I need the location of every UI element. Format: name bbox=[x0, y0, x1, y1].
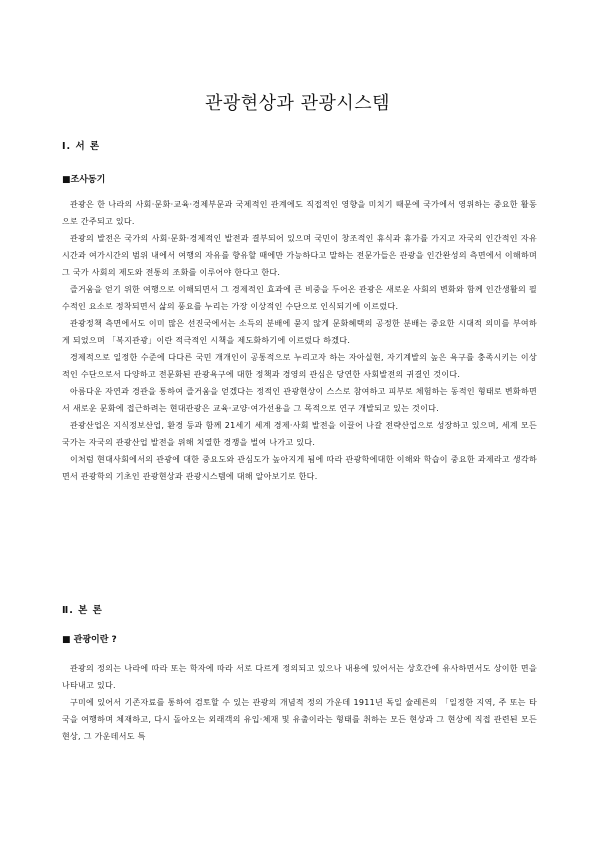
paragraph: 관광산업은 지식정보산업, 환경 등과 함께 21세기 세계 경제·사회 발전을 이끌어 나갈 전략산업으로 성장하고 있으며, 세계 모든 국가는 자국의 관광산업 발전을 위해 치열한 경쟁을 벌여 나가고 있다. bbox=[62, 421, 537, 447]
subheading-motivation: ■조사동기 bbox=[62, 175, 106, 185]
main-body bbox=[62, 660, 537, 745]
paragraph: 관광의 정의는 나라에 따라 또는 학자에 따라 서로 다르게 정의되고 있으나 내용에 있어서는 상호간에 유사하면서도 상이한 면을 나타내고 있다. bbox=[62, 664, 537, 690]
section-heading-main: Ⅱ. 본 론 bbox=[62, 605, 103, 616]
paragraph: 즐거움을 얻기 위한 여행으로 이해되면서 그 경제적인 효과에 큰 비중을 두어온 관광은 새로운 사회의 변화와 함께 인간생활의 필수적인 요소로 정착되면서 삶의 풍요를 누리는 가장 이상적인 수단으로 인식되기에 이르렀다. bbox=[62, 285, 537, 311]
subheading-what-is-tourism: ■ 관광이란 ? bbox=[62, 635, 117, 645]
section-heading-introduction: Ⅰ. 서 론 bbox=[62, 141, 101, 152]
paragraph: 이처럼 현대사회에서의 관광에 대한 중요도와 관심도가 높아지게 됨에 따라 관광학에대한 이해와 학습이 중요한 과제라고 생각하면서 관광학의 기초인 관광현상과 관광시스템에 대해 알아보기로 한다. bbox=[62, 455, 537, 481]
document-title: 관광현상과 관광시스템 bbox=[204, 93, 391, 114]
paragraph: 관광은 한 나라의 사회·문화·교육·경제부문과 국제적인 관계에도 직접적인 영향을 미치기 때문에 국가에서 영위하는 중요한 활동으로 간주되고 있다. bbox=[62, 200, 537, 226]
paragraph: 구미에 있어서 기존자료를 통하여 검토할 수 있는 관광의 개념적 정의 가운데 1911년 독일 슐레른의 「일정한 지역, 주 또는 타국을 여행하며 체재하고, 다시 돌아오는 외래객의 유입·체재 및 유출이라는 형태를 취하는 모든 현상과 그 현상에 직접 관련된 모든 현상, 그 가운데서도 특 bbox=[62, 698, 537, 741]
introduction-body bbox=[62, 196, 537, 485]
paragraph: 관광정책 측면에서도 이미 많은 선진국에서는 소득의 분배에 묻지 않게 문화혜택의 공정한 분배는 중요한 시대적 의미를 부여하게 되었으며 「복지관광」이란 적극적인 시책을 제도화하기에 이르렀다 하겠다. bbox=[62, 319, 537, 345]
paragraph: 관광의 발전은 국가의 사회·문화·경제적인 발전과 결부되어 있으며 국민이 창조적인 휴식과 휴가를 가지고 자국의 인간적인 자유시간과 여가시간의 범위 내에서 여행의 자유를 향유할 때에만 가능하다고 말하는 전문가들은 관광을 인간완성의 측면에서 이해하며 그 국가 사회의 제도와 전통의 조화를 이루어야 한다고 한다. bbox=[62, 234, 537, 277]
paragraph: 경제적으로 일정한 수준에 다다른 국민 개개인이 공통적으로 누리고자 하는 자아실현, 자기계발의 높은 욕구를 충족시키는 이상적인 수단으로서 다양하고 전문화된 관광욕구에 대한 정책과 경영의 관심은 당연한 사회발전의 귀결인 것이다. bbox=[62, 353, 537, 379]
paragraph: 아름다운 자연과 경관을 통하여 즐거움을 얻겠다는 정적인 관광현상이 스스로 참여하고 피부로 체험하는 동적인 형태로 변화하면서 새로운 문화에 접근하려는 현대관광은 교육·교양·여가선용을 그 목적으로 연구 개발되고 있는 것이다. bbox=[62, 387, 537, 413]
